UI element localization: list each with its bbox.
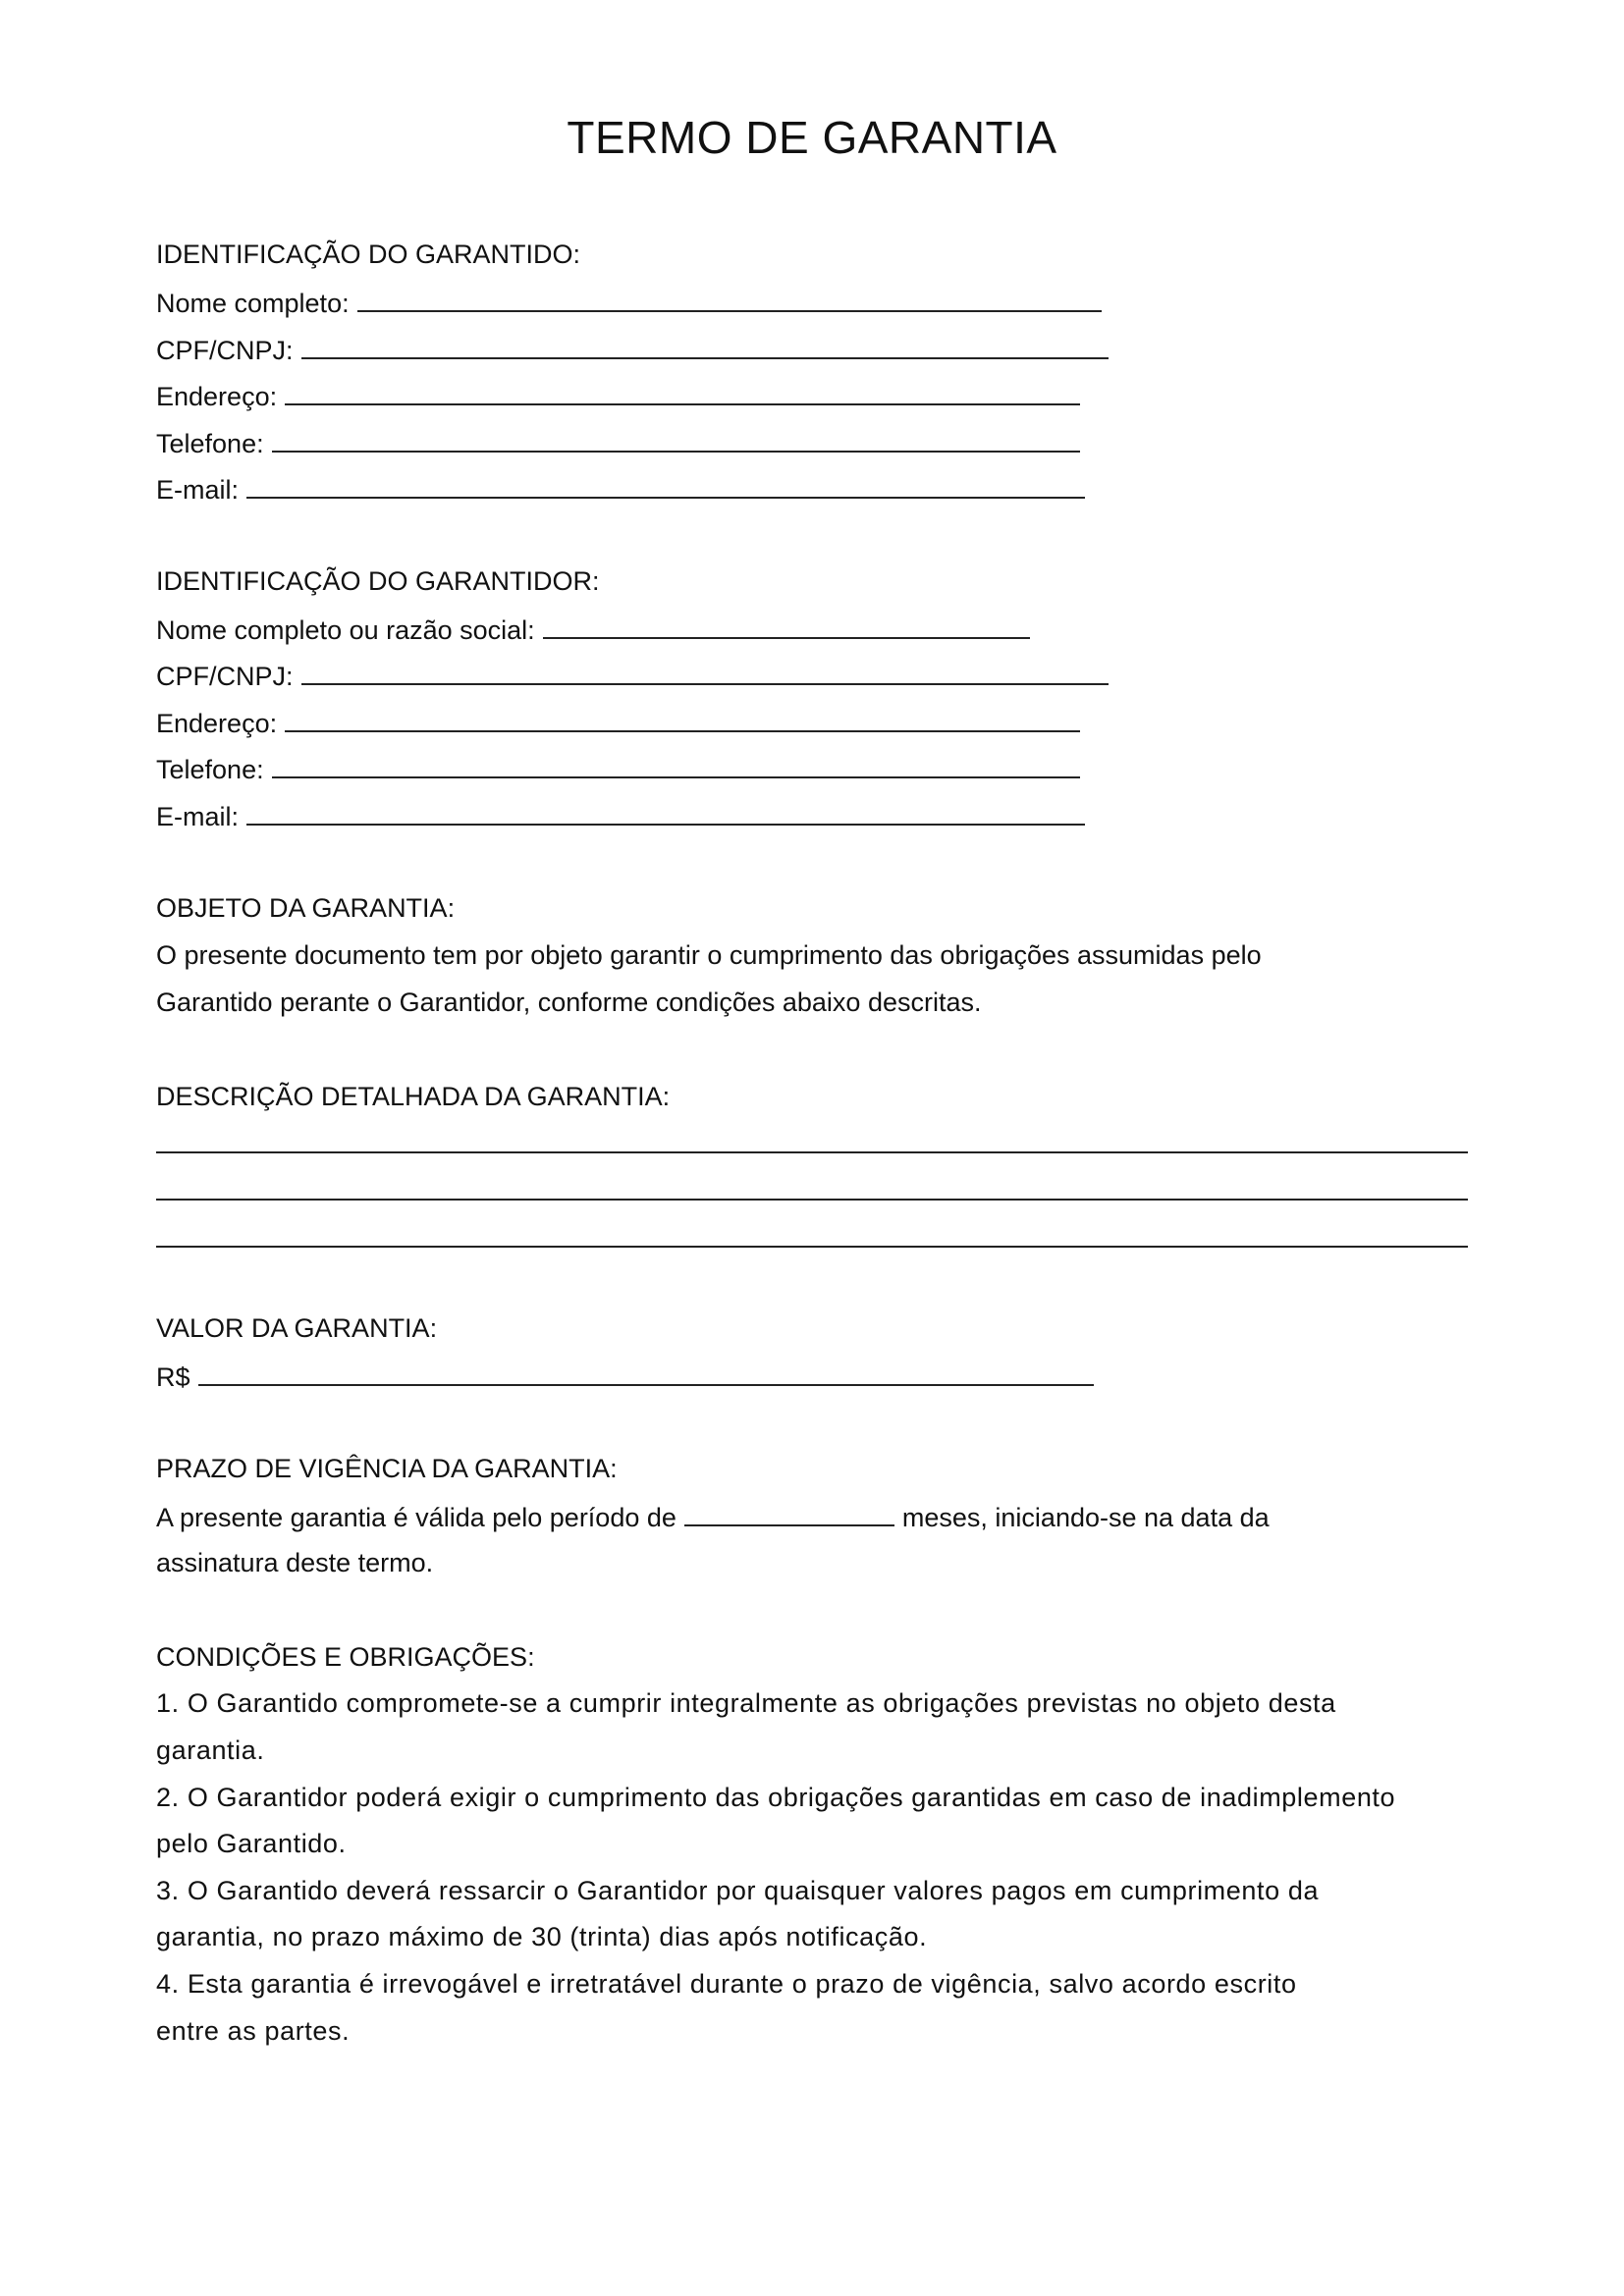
- garantido-nome-row: [156, 285, 1102, 320]
- garantido-telefone-row: [156, 425, 1080, 460]
- garantidor-telefone-row: [156, 751, 1080, 786]
- garantidor-nome-label: Nome completo ou razão social:: [156, 615, 535, 645]
- prazo-meses-field[interactable]: [684, 1499, 894, 1526]
- condicoes-heading: CONDIÇÕES E OBRIGAÇÕES:: [156, 1642, 535, 1672]
- valor-row: [156, 1359, 1094, 1394]
- garantido-endereco-label: Endereço:: [156, 382, 278, 411]
- objeto-text-line-2: Garantido perante o Garantidor, conforme condições abaixo descritas.: [156, 988, 982, 1017]
- prazo-text-before: A presente garantia é válida pelo período de: [156, 1503, 677, 1532]
- prazo-text-line-1: [156, 1499, 1270, 1534]
- condicao-3-line-2: garantia, no prazo máximo de 30 (trinta) dias após notificação.: [156, 1922, 928, 1951]
- descricao-line-3[interactable]: [156, 1246, 1468, 1248]
- descricao-heading: DESCRIÇÃO DETALHADA DA GARANTIA:: [156, 1082, 671, 1111]
- condicao-4-line-1: 4. Esta garantia é irrevogável e irretratável durante o prazo de vigência, salvo acordo escrito: [156, 1969, 1297, 1999]
- garantidor-telefone-field[interactable]: [272, 751, 1080, 778]
- descricao-line-2[interactable]: [156, 1199, 1468, 1201]
- document-title: TERMO DE GARANTIA: [567, 112, 1057, 163]
- garantido-telefone-label: Telefone:: [156, 429, 264, 458]
- condicao-1-line-2: garantia.: [156, 1735, 265, 1765]
- garantido-doc-row: [156, 332, 1109, 367]
- objeto-heading: OBJETO DA GARANTIA:: [156, 893, 456, 923]
- garantidor-doc-field[interactable]: [301, 658, 1109, 685]
- condicao-1-line-1: 1. O Garantido compromete-se a cumprir integralmente as obrigações previstas no objeto desta: [156, 1688, 1336, 1718]
- condicao-3-line-1: 3. O Garantido deverá ressarcir o Garantidor por quaisquer valores pagos em cumprimento da: [156, 1876, 1320, 1905]
- garantido-email-field[interactable]: [246, 471, 1085, 499]
- objeto-text-line-1: O presente documento tem por objeto garantir o cumprimento das obrigações assumidas pelo: [156, 940, 1262, 970]
- garantido-endereco-row: [156, 378, 1080, 413]
- garantidor-endereco-field[interactable]: [285, 705, 1080, 732]
- garantidor-telefone-label: Telefone:: [156, 755, 264, 784]
- valor-currency-label: R$: [156, 1362, 190, 1392]
- condicao-4-line-2: entre as partes.: [156, 2016, 351, 2046]
- garantido-nome-label: Nome completo:: [156, 289, 350, 318]
- condicao-2-line-2: pelo Garantido.: [156, 1829, 347, 1858]
- garantidor-endereco-row: [156, 705, 1080, 740]
- prazo-text-line-2: assinatura deste termo.: [156, 1548, 434, 1577]
- garantidor-nome-row: [156, 612, 1030, 647]
- garantidor-doc-label: CPF/CNPJ:: [156, 662, 294, 691]
- garantidor-endereco-label: Endereço:: [156, 709, 278, 738]
- garantido-email-label: E-mail:: [156, 475, 240, 505]
- garantido-email-row: [156, 471, 1085, 507]
- condicao-2-line-1: 2. O Garantidor poderá exigir o cumprimento das obrigações garantidas em caso de inadimplemento: [156, 1783, 1396, 1812]
- garantidor-doc-row: [156, 658, 1109, 693]
- garantido-doc-label: CPF/CNPJ:: [156, 336, 294, 365]
- valor-heading: VALOR DA GARANTIA:: [156, 1313, 438, 1343]
- prazo-text-after: meses, iniciando-se na data da: [901, 1503, 1270, 1532]
- garantido-nome-field[interactable]: [357, 285, 1102, 312]
- prazo-heading: PRAZO DE VIGÊNCIA DA GARANTIA:: [156, 1454, 618, 1483]
- garantido-doc-field[interactable]: [301, 332, 1109, 359]
- garantido-endereco-field[interactable]: [285, 378, 1080, 405]
- descricao-line-1[interactable]: [156, 1151, 1468, 1153]
- garantidor-email-label: E-mail:: [156, 802, 240, 831]
- garantidor-heading: IDENTIFICAÇÃO DO GARANTIDOR:: [156, 566, 600, 596]
- garantidor-nome-field[interactable]: [543, 612, 1030, 639]
- garantido-telefone-field[interactable]: [272, 425, 1080, 453]
- garantidor-email-field[interactable]: [246, 798, 1085, 826]
- garantido-heading: IDENTIFICAÇÃO DO GARANTIDO:: [156, 240, 581, 269]
- garantidor-email-row: [156, 798, 1085, 833]
- valor-field[interactable]: [198, 1359, 1094, 1386]
